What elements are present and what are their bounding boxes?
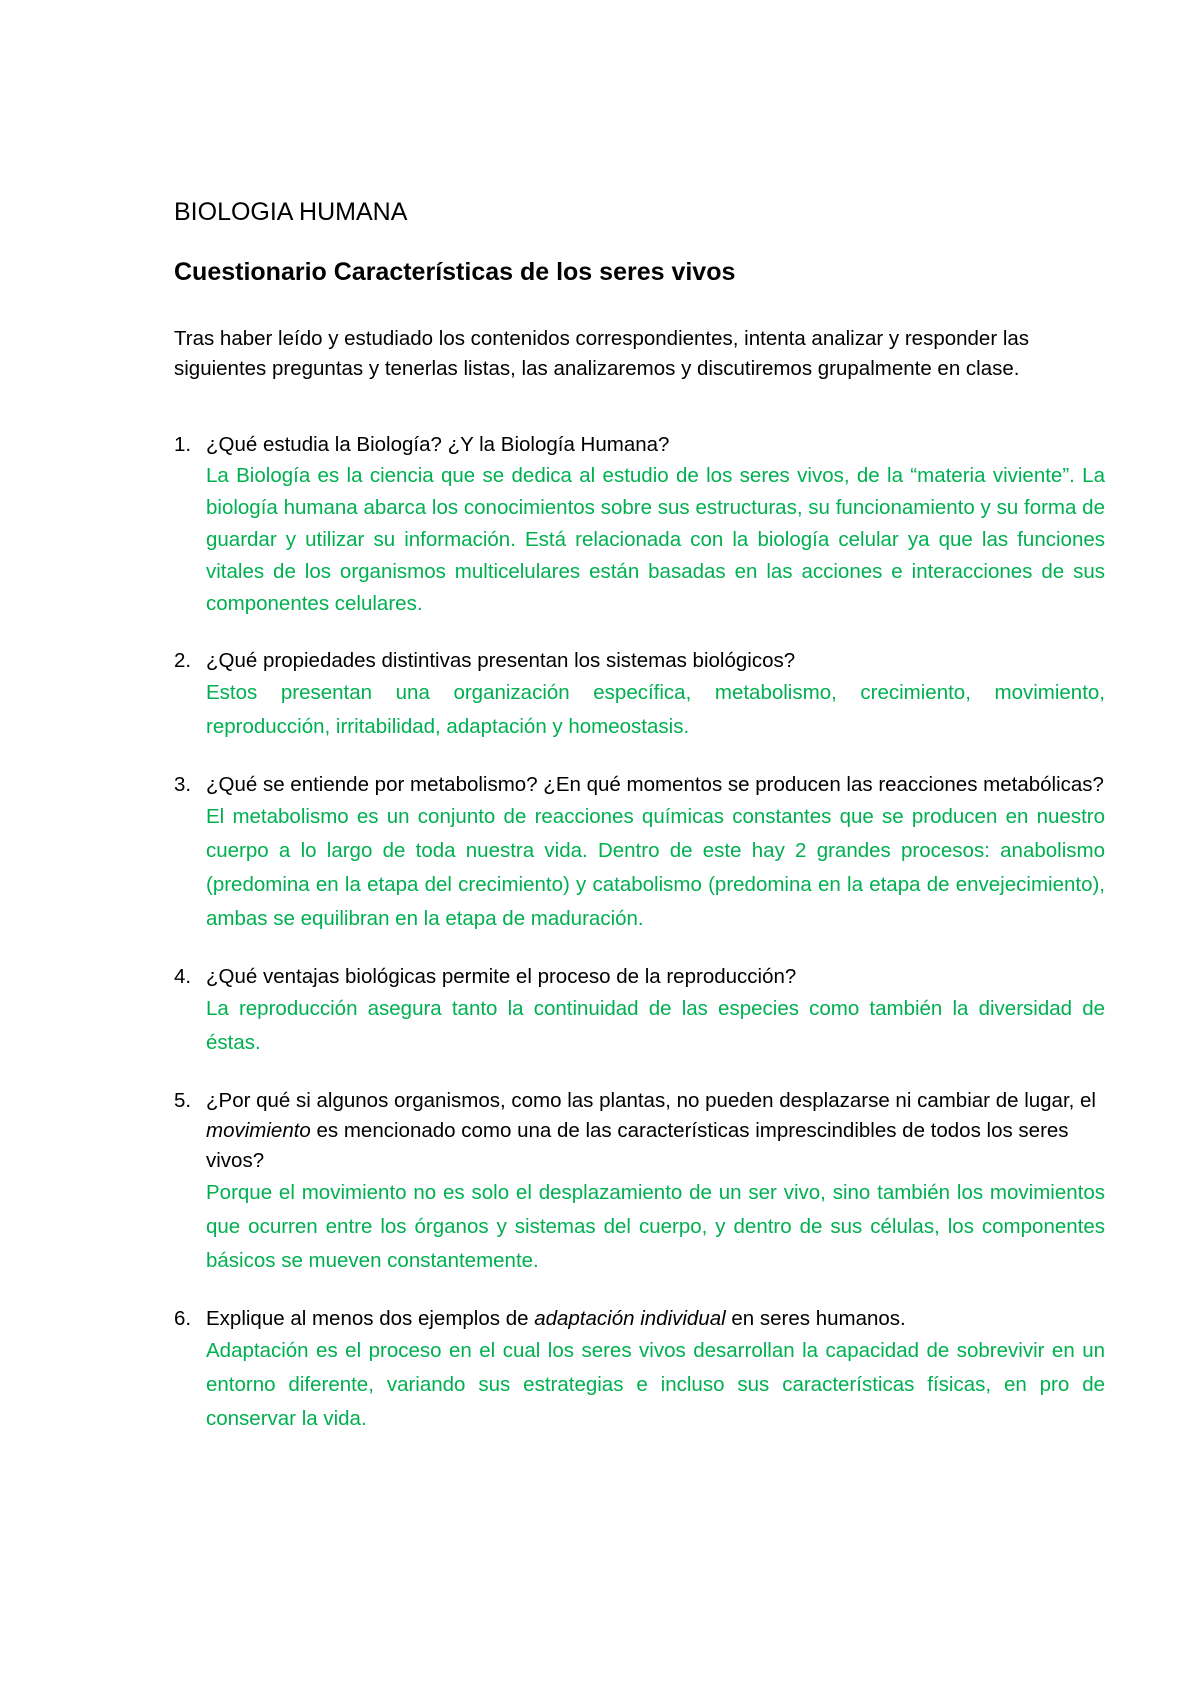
question-text: ¿Qué se entiende por metabolismo? ¿En qué momentos se producen las reacciones metabólicas? [206,773,1104,796]
question-item-1 [174,430,1105,620]
question-text: ¿Qué estudia la Biología? ¿Y la Biología Humana? [206,433,670,456]
document-subtitle: Cuestionario Características de los seres vivos [174,258,736,286]
question-text-part: en seres humanos. [725,1307,906,1330]
question-item-3 [174,770,1105,936]
question-text-part: es mencionado como una de las características imprescindibles de todos los seres vivos? [206,1119,1069,1172]
question-text: ¿Qué ventajas biológicas permite el proceso de la reproducción? [206,965,797,988]
answer-text: El metabolismo es un conjunto de reacciones químicas constantes que se producen en nuestro cuerpo a lo largo de toda nuestra vida. Dentro de este hay 2 grandes procesos: anabolismo (predomina en la etapa del crecimiento) y catabolismo (predomina en la etapa de envejecimiento), ambas se equilibran en la etapa de maduración. [206,805,1105,930]
question-item-4 [174,962,1105,1060]
question-text [206,1304,1105,1334]
question-item-2 [174,646,1105,744]
answer-text: La reproducción asegura tanto la continuidad de las especies como también la diversidad de éstas. [206,997,1105,1054]
question-text: ¿Qué propiedades distintivas presentan los sistemas biológicos? [206,649,796,672]
answer-text: Porque el movimiento no es solo el desplazamiento de un ser vivo, sino también los movimientos que ocurren entre los órganos y sistemas del cuerpo, y dentro de sus células, los componentes básicos se mueven constantemente. [206,1181,1105,1272]
answer-text: La Biología es la ciencia que se dedica al estudio de los seres vivos, de la “materia viviente”. La biología humana abarca los conocimientos sobre sus estructuras, su funcionamiento y su forma de guardar y utilizar su información. Está relacionada con la biología celular ya que las funciones vitales de los organismos multicelulares están basadas en las acciones e interacciones de sus componentes celulares. [206,464,1105,615]
document-title: BIOLOGIA HUMANA [174,198,408,226]
question-number: 6. [174,1307,192,1330]
question-number: 2. [174,649,192,672]
question-emphasis: movimiento [206,1119,311,1142]
question-number: 3. [174,773,192,796]
document-page [174,196,1105,1462]
answer-text: Adaptación es el proceso en el cual los seres vivos desarrollan la capacidad de sobrevivir en un entorno diferente, variando sus estrategias e incluso sus características físicas, en pro de conservar la vida. [206,1339,1105,1430]
question-list [174,430,1105,1436]
question-text-part: Explique al menos dos ejemplos de [206,1307,535,1330]
question-text-part: ¿Por qué si algunos organismos, como las plantas, no pueden desplazarse ni cambiar de lugar, el [206,1089,1096,1112]
question-item-5 [174,1086,1105,1278]
question-text [206,1086,1105,1176]
intro-paragraph: Tras haber leído y estudiado los contenidos correspondientes, intenta analizar y responder las siguientes preguntas y tenerlas listas, las analizaremos y discutiremos grupalmente en clase. [174,327,1030,380]
question-number: 4. [174,965,192,988]
answer-text: Estos presentan una organización específica, metabolismo, crecimiento, movimiento, reproducción, irritabilidad, adaptación y homeostasis. [206,681,1105,738]
question-number: 1. [174,433,192,456]
question-item-6 [174,1304,1105,1436]
question-emphasis: adaptación individual [534,1307,726,1330]
question-number: 5. [174,1089,192,1112]
